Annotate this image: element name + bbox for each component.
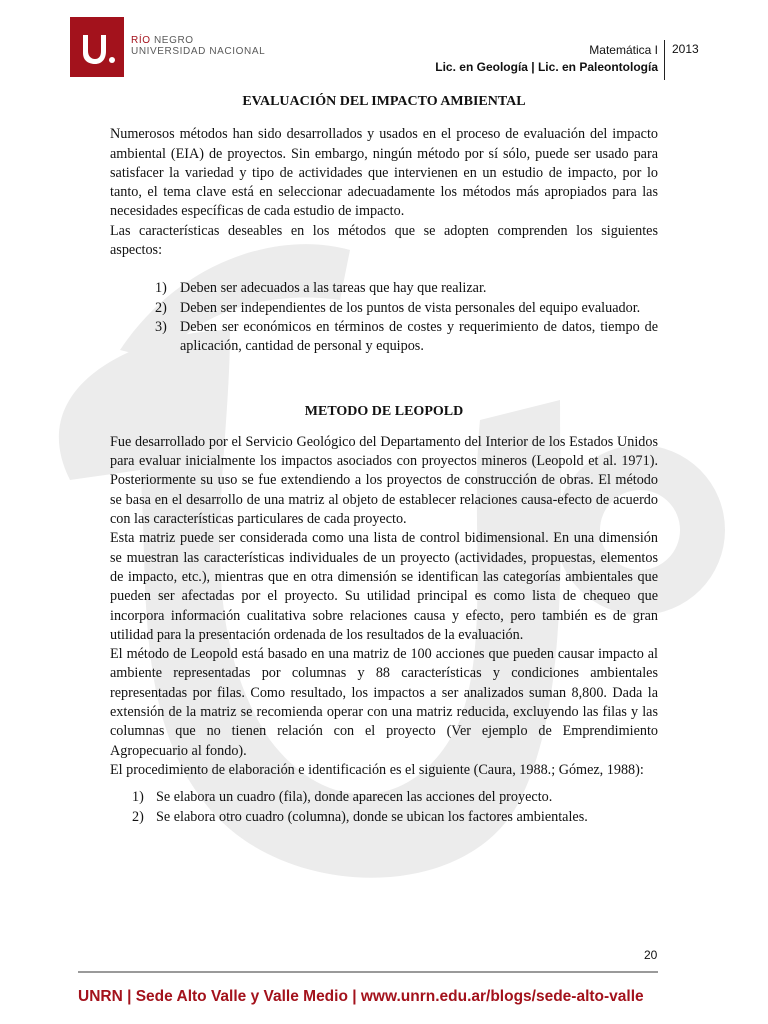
leopold-paragraph-2: Esta matriz puede ser considerada como una lista de control bidimensional. En una dimensión se muestran las características individuales de un proyecto (actividades, propuestas, elementos de impacto, etc.), mientras que en otra dimensión se identifican las categorías ambientales que pueden ser afectadas por el proyecto. Su utilidad principal es como lista de chequeo que incorpora información cualitativa sobre relaciones causa y efecto, pero también es de gran utilidad para la presentación ordenada de los resultados de la evaluación. [110, 530, 658, 643]
university-logo [70, 17, 265, 77]
list-item: 2) Deben ser independientes de los puntos de vista personales del equipo evaluador. [155, 299, 641, 316]
list-item: 1) Se elabora un cuadro (fila), donde aparecen las acciones del proyecto. [132, 789, 553, 806]
intro-paragraph-1: Numerosos métodos han sido desarrollados y usados en el proceso de evaluación del impacto ambiental (EIA) de proyectos. Sin embargo, ningún método por sí sólo, puede ser usado para satisfacer la variedad y tipo de actividades que intervienen en un estudio de impacto, por lo tanto, el tema clave está en seleccionar adecuadamente los métodos más apropiados para las necesidades específicas de cada estudio de impacto. [110, 126, 658, 220]
footer-text: UNRN | Sede Alto Valle y Valle Medio | www.unrn.edu.ar/blogs/sede-alto-valle [78, 988, 644, 1005]
course-name: Matemática I [589, 43, 658, 57]
intro-paragraph-2: Las características deseables en los métodos que se adopten comprenden los siguientes aspectos: [110, 222, 658, 259]
steps-list [110, 788, 658, 827]
document-body [110, 90, 658, 827]
logo-line-1: RÍO NEGRO [131, 35, 194, 46]
header-course-info [435, 42, 658, 76]
leopold-paragraph-1: Fue desarrollado por el Servicio Geológico del Departamento del Interior de los Estados Unidos para evaluar inicialmente los impactos asociados con proyectos mineros (Leopold et al. 1971). Posteriormente su uso se fue extendiendo a los proyectos de construcción de obras. El método se basa en el desarrollo de una matriz al objeto de establecer relaciones causa-efecto de acuerdo con las características particulares de cada proyecto. [110, 433, 658, 528]
list-item: 1) Deben ser adecuados a las tareas que hay que realizar. [155, 280, 487, 297]
list-item: 3) Deben ser económicos en términos de costes y requerimiento de datos, tiempo de aplicación, cantidad de personal y equipos. [155, 318, 658, 355]
leopold-paragraph-4: El procedimiento de elaboración e identificación es el siguiente (Caura, 1988.; Gómez, 1988): [110, 761, 644, 778]
section-title: METODO DE LEOPOLD [304, 403, 464, 419]
page-number: 20 [644, 948, 658, 962]
logo-mark-icon [70, 17, 124, 77]
degree-names: Lic. en Geología | Lic. en Paleontología [435, 60, 658, 74]
leopold-paragraph-3: El método de Leopold está basado en una matriz de 100 acciones que pueden causar impacto al ambiente representadas por columnas y 88 características y condiciones ambientales representadas por filas. Como resultado, los impactos a ser analizados suman 8,800. Dada la extensión de la matriz se recomienda operar con una matriz reducida, excluyendo las filas y las columnas que no tienen relación con el proyecto (Ver ejemplo de Emprendimiento Agropecuario al fondo). [110, 646, 658, 759]
header-divider [664, 40, 665, 80]
footer-divider [78, 971, 658, 973]
logo-line-2: UNIVERSIDAD NACIONAL [131, 46, 266, 57]
page-title: EVALUACIÓN DEL IMPACTO AMBIENTAL [242, 94, 526, 109]
aspects-list [110, 279, 658, 356]
header-year: 2013 [672, 42, 699, 56]
list-item: 2) Se elabora otro cuadro (columna), donde se ubican los factores ambientales. [132, 808, 588, 825]
